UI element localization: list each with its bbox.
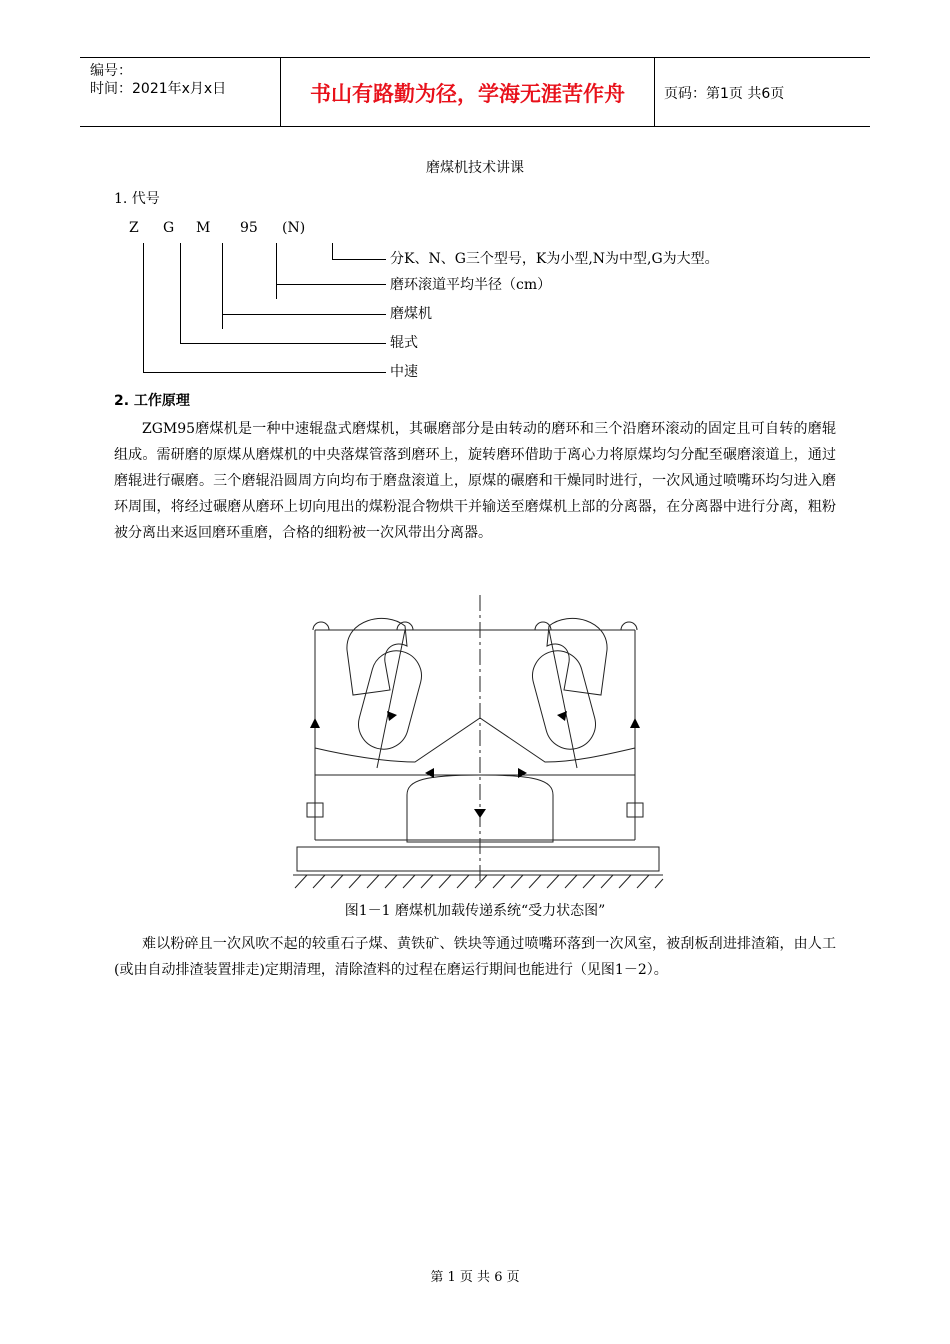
connector-line <box>180 243 181 344</box>
page-footer: 第 1 页 共 6 页 <box>430 1270 520 1285</box>
header-motto: 书山有路勤为径，学海无涯苦作舟 <box>310 82 625 106</box>
paragraph: 难以粉碎且一次风吹不起的较重石子煤、黄铁矿、铁块等通过喷嘴环落到一次风室，被刮板刮进排渣箱，由人工(或由自动排渣装置排走)定期清理，清除渣料的过程在磨运行期间也能进行（见图1－2）。 <box>114 936 836 978</box>
arrow-up-right <box>630 718 640 728</box>
roller-axis <box>549 630 577 768</box>
time-label: 时间：2021年x月x日 <box>90 81 227 97</box>
grinding-roller-left <box>353 645 427 755</box>
header-divider <box>654 58 655 126</box>
connector-line <box>143 243 144 373</box>
arrow-up-left <box>310 718 320 728</box>
code-meaning: 磨环滚道平均半径（cm） <box>390 277 552 293</box>
hook <box>313 622 329 630</box>
grinding-table <box>315 718 635 775</box>
mill-force-diagram <box>285 590 665 890</box>
connector-line <box>222 243 223 329</box>
code-letter: (N) <box>282 220 306 236</box>
code-meaning: 中速 <box>390 364 418 380</box>
page-label: 页码：第1页 共6页 <box>664 86 785 102</box>
code-meaning: 磨煤机 <box>390 306 432 322</box>
document-header <box>80 57 870 127</box>
number-label: 编号： <box>90 63 132 79</box>
connector-line <box>222 314 386 315</box>
ground-hatch <box>295 875 663 888</box>
arrow-left-table <box>425 768 434 778</box>
code-letter: Z <box>129 220 139 236</box>
connector-line <box>143 372 386 373</box>
mill-base <box>297 847 659 871</box>
connector-line <box>180 343 386 344</box>
code-letter: 95 <box>240 220 258 236</box>
code-meaning: 辊式 <box>390 335 418 351</box>
section-heading: 2. 工作原理 <box>114 393 190 409</box>
arrow-down-center <box>474 809 486 818</box>
paragraph: ZGM95磨煤机是一种中速辊盘式磨煤机，其碾磨部分是由转动的磨环和三个沿磨环滚动的固定且可自转的磨辊组成。需研磨的原煤从磨煤机的中央落煤管落到磨环上，旋转磨环借助于离心力将原煤均匀分配至碾磨滚道上，通过磨辊进行碾磨。三个磨辊沿圆周方向均布于磨盘滚道上，原煤的碾磨和干燥同时进行，一次风通过喷嘴环均匀进入磨环周围，将经过碾磨从磨环上切向甩出的煤粉混合物烘干并输送至磨煤机上部的分离器，在分离器中进行分离，粗粉被分离出来返回磨环重磨，合格的细粉被一次风带出分离器。 <box>114 421 836 541</box>
arrow-roller-left <box>387 711 397 721</box>
figure-caption: 图1－1 磨煤机加载传递系统“受力状态图” <box>344 903 606 919</box>
connector-line <box>276 243 277 299</box>
connector-line <box>332 259 386 260</box>
header-meta <box>90 62 226 98</box>
roller-axis <box>377 630 405 768</box>
arrow-roller-right <box>557 711 567 721</box>
section-heading: 1. 代号 <box>114 191 160 207</box>
connector-line <box>276 284 386 285</box>
code-meaning: 分K、N、G三个型号，K为小型,N为中型,G为大型。 <box>390 251 719 267</box>
hook <box>621 622 637 630</box>
code-letter: G <box>163 220 175 236</box>
code-letter: M <box>196 220 211 236</box>
grinding-roller-right <box>527 645 601 755</box>
connector-line <box>332 243 333 259</box>
page-title: 磨煤机技术讲课 <box>426 160 524 176</box>
